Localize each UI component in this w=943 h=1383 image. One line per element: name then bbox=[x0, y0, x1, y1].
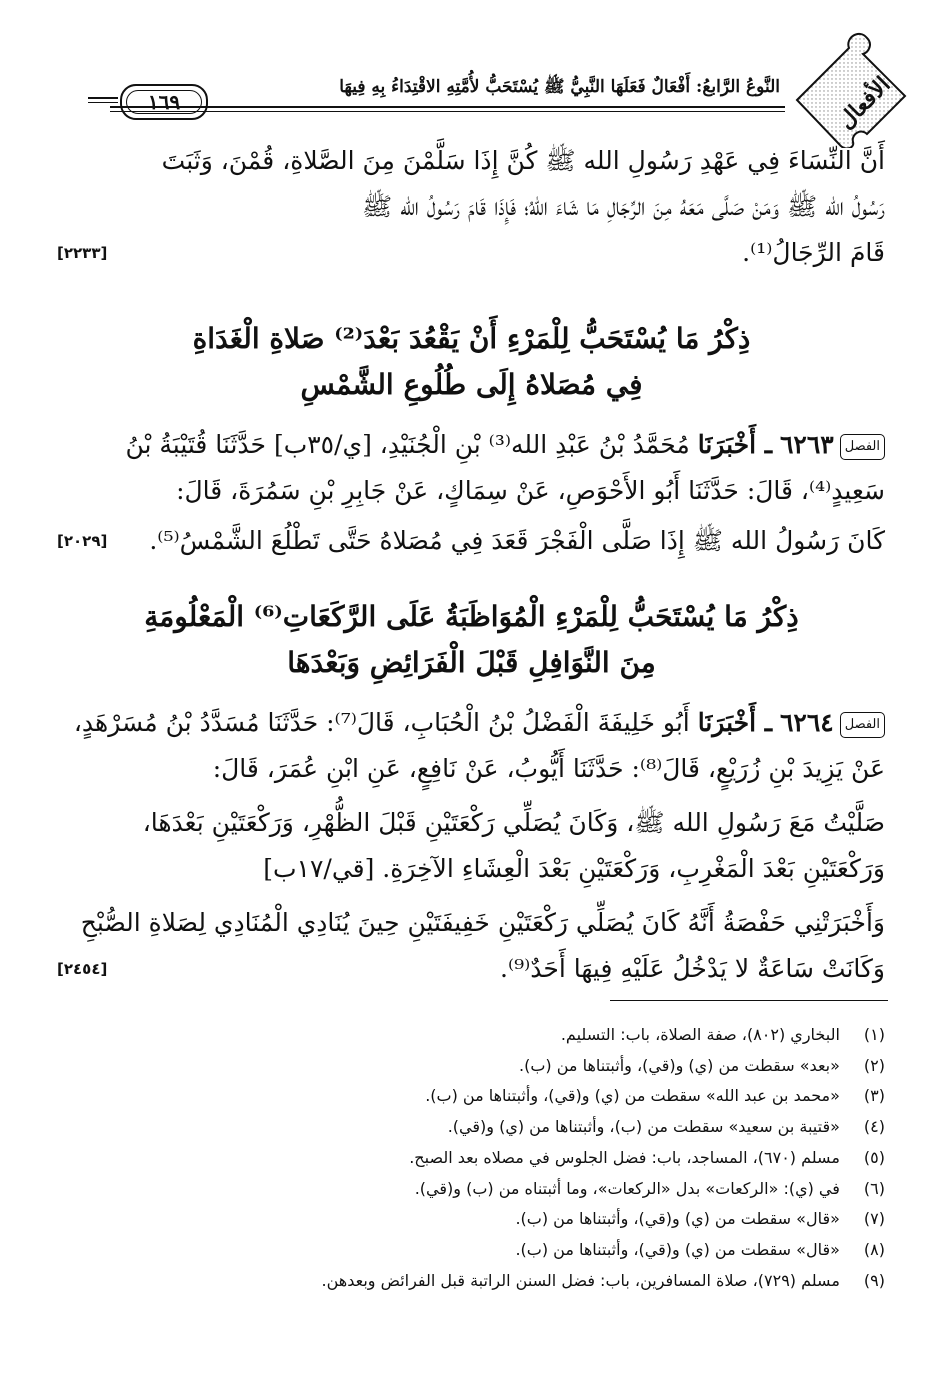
hadith-reference: [٢٤٥٤] bbox=[57, 960, 108, 978]
text-line: قَامَ الرِّجَالُ⁽¹⁾. bbox=[742, 238, 885, 267]
footnote bbox=[57, 1266, 885, 1297]
footnote bbox=[57, 1112, 885, 1143]
heading-line: مِنَ النَّوَافِلِ قَبْلَ الْفَرَائِضِ وَبَعْدَهَا bbox=[287, 646, 656, 679]
fasl-badge: الفصل bbox=[840, 434, 885, 460]
footnote-number: (٣) bbox=[863, 1086, 885, 1106]
text-line: أَنَّ النِّسَاءَ فِي عَهْدِ رَسُولِ الله ﷺ كُنَّ إِذَا سَلَّمْنَ مِنَ الصَّلاةِ، قُمْنَ، وَثَبَتَ bbox=[161, 146, 885, 175]
footnote-number: (٦) bbox=[863, 1178, 885, 1198]
text-line bbox=[57, 422, 885, 468]
isnad-text: مُحَمَّدُ بْنُ عَبْدِ الله⁽³⁾ بْنِ الْجُنَيْدِ، [ي/٣٥ب] حَدَّثَنَا قُتَيْبَةُ بْنُ bbox=[125, 430, 690, 459]
isnad-text: أَبُو خَلِيفَةَ الْفَضْلُ بْنُ الْحُبَابِ، قَالَ⁽⁷⁾: حَدَّثَنَا مُسَدَّدُ بْنُ مُسَرْهَدٍ، bbox=[73, 708, 690, 737]
hadith-intro: ـ أَخْبَرَنَا bbox=[697, 708, 773, 737]
chapter-heading bbox=[60, 316, 883, 408]
hadith-6264-matn2 bbox=[57, 900, 885, 992]
footnote-text: مسلم (٦٧٠)، المساجد، باب: فضل الجلوس في مصلاه بعد الصبح. bbox=[409, 1147, 840, 1167]
footnote-number: (٧) bbox=[863, 1209, 885, 1229]
hadith-reference: [٢٠٢٩] bbox=[57, 532, 108, 550]
heading-line: ذِكْرُ مَا يُسْتَحَبُّ لِلْمَرْءِ أَنْ يَقْعُدَ بَعْدَ⁽²⁾ صَلاةِ الْغَدَاةِ bbox=[192, 322, 751, 355]
matn-line: وَكَانَتْ سَاعَةٌ لا يَدْخُلُ عَلَيْهِ فِيهَا أَحَدٌ⁽⁹⁾. bbox=[500, 954, 885, 983]
text-line: رَسُولُ الله ﷺ وَمَنْ صَلَّى مَعَهُ مِنَ الرِّجَالِ مَا شَاءَ اللهُ؛ فَإِذَا قَامَ رَسُولُ الله ﷺ bbox=[362, 192, 885, 221]
footnote-number: (٩) bbox=[863, 1270, 885, 1290]
text-line-with-ref bbox=[57, 518, 885, 564]
footnote-text: مسلم (٧٢٩)، صلاة المسافرين، باب: فضل السنن الراتبة قبل الفرائض وبعدهن. bbox=[321, 1270, 840, 1290]
heading-line: ذِكْرُ مَا يُسْتَحَبُّ لِلْمَرْءِ الْمُوَاظَبَةُ عَلَى الرَّكَعَاتِ⁽⁶⁾ الْمَعْلُومَةِ bbox=[144, 600, 799, 633]
footnote bbox=[57, 1143, 885, 1174]
hadith-6264 bbox=[57, 700, 885, 792]
footnote-text: «بعد» سقطت من (ي) و(قي)، وأثبتناها من (ب). bbox=[519, 1055, 840, 1075]
footnote bbox=[57, 1020, 885, 1051]
hadith-6263 bbox=[57, 422, 885, 514]
page-number-text: ١٦٩ bbox=[147, 90, 181, 114]
hadith-number: ٦٢٦٣ bbox=[780, 430, 834, 459]
text-line: عَنْ يَزِيدَ بْنِ زُرَيْعٍ، قَالَ⁽⁸⁾: حَدَّثَنَا أَيُّوبُ، عَنْ نَافِعٍ، عَنِ ابْنِ عُمَرَ، قَالَ: bbox=[212, 754, 885, 783]
footnote bbox=[57, 1081, 885, 1112]
section-badge: الأفعال bbox=[832, 71, 896, 135]
footnote-separator bbox=[610, 1000, 888, 1001]
footnote bbox=[57, 1051, 885, 1082]
footnote-number: (٥) bbox=[863, 1147, 885, 1167]
footnote-text: «محمد بن عبد الله» سقطت من (ي) و(قي)، وأثبتناها من (ب). bbox=[425, 1086, 840, 1106]
running-title: النَّوعُ الرَّابعُ: أَفْعَالٌ فَعَلَهَا النَّبِيُّ ﷺ يُسْتَحَبُّ لأُمَّتِهِ الاقْتِدَاءُ بِهِ فِيهَا bbox=[339, 77, 780, 97]
footnote-text: في (ي): «الركعات» بدل «الركعات»، وما أثبتناه من (ب) و(قي). bbox=[414, 1178, 840, 1198]
footnote-text: «قتيبة بن سعيد» سقطت من (ب)، وأثبتناها من (ي) و(قي). bbox=[447, 1117, 840, 1137]
footnote-number: (٢) bbox=[863, 1055, 885, 1075]
paragraph-intro bbox=[57, 138, 885, 276]
page-header bbox=[40, 30, 915, 140]
footnote-number: (١) bbox=[863, 1025, 885, 1044]
hadith-number: ٦٢٦٤ bbox=[780, 708, 834, 737]
text-line: سَعِيدٍ⁽⁴⁾، قَالَ: حَدَّثَنَا أَبُو الأَحْوَصِ، عَنْ سِمَاكٍ، عَنْ جَابِرِ بْنِ سَمُرَةَ، قَالَ: bbox=[176, 476, 885, 505]
hadith-6264-matn bbox=[57, 800, 885, 892]
footnote-number: (٤) bbox=[863, 1117, 885, 1137]
footnote-text: البخاري (٨٠٢)، صفة الصلاة، باب: التسليم. bbox=[560, 1025, 840, 1044]
matn-line: وَرَكْعَتَيْنِ بَعْدَ الْمَغْرِبِ، وَرَكْعَتَيْنِ بَعْدَ الْعِشَاءِ الآخِرَةِ. [قي/١٧ب] bbox=[263, 854, 885, 883]
matn-line: صَلَّيْتُ مَعَ رَسُولِ الله ﷺ، وَكَانَ يُصَلِّي رَكْعَتَيْنِ قَبْلَ الظُّهْرِ، وَرَكْعَتَيْنِ بَعْدَهَا، bbox=[142, 808, 885, 837]
matn-line: وَأَخْبَرَتْنِي حَفْصَةُ أَنَّهُ كَانَ يُصَلِّي رَكْعَتَيْنِ خَفِيفَتَيْنِ حِينَ يُنَادِي الْمُنَادِي لِصَلاةِ الصُّبْحِ bbox=[80, 908, 885, 937]
fasl-badge: الفصل bbox=[840, 712, 885, 738]
text-line bbox=[57, 700, 885, 746]
header-rule-left-thin bbox=[88, 102, 118, 103]
footnote bbox=[57, 1235, 885, 1266]
hadith-intro: ـ أَخْبَرَنَا bbox=[697, 430, 773, 459]
header-rule-thin bbox=[110, 111, 785, 112]
header-rule bbox=[110, 106, 785, 108]
footnote bbox=[57, 1174, 885, 1205]
footnote-number: (٨) bbox=[863, 1239, 885, 1259]
heading-line: فِي مُصَلاهُ إِلَى طُلُوعِ الشَّمْسِ bbox=[300, 368, 643, 401]
hadith-reference: [٢٢٣٣] bbox=[57, 244, 108, 262]
text-line-with-ref bbox=[57, 230, 885, 276]
footnote-text: «قال» سقطت من (ي) و(قي)، وأثبتناها من (ب). bbox=[515, 1239, 840, 1259]
matn-text: كَانَ رَسُولُ الله ﷺ إِذَا صَلَّى الْفَجْرَ قَعَدَ فِي مُصَلاهُ حَتَّى تَطْلُعَ الشَّمْسُ⁽⁵⁾. bbox=[149, 526, 885, 555]
footnotes bbox=[57, 1020, 885, 1296]
hadith-6263-matn bbox=[57, 518, 885, 564]
header-rule-left bbox=[88, 97, 118, 99]
chapter-heading bbox=[60, 594, 883, 686]
footnote-text: «قال» سقطت من (ي) و(قي)، وأثبتناها من (ب). bbox=[515, 1209, 840, 1229]
footnote bbox=[57, 1204, 885, 1235]
text-line-with-ref bbox=[57, 946, 885, 992]
